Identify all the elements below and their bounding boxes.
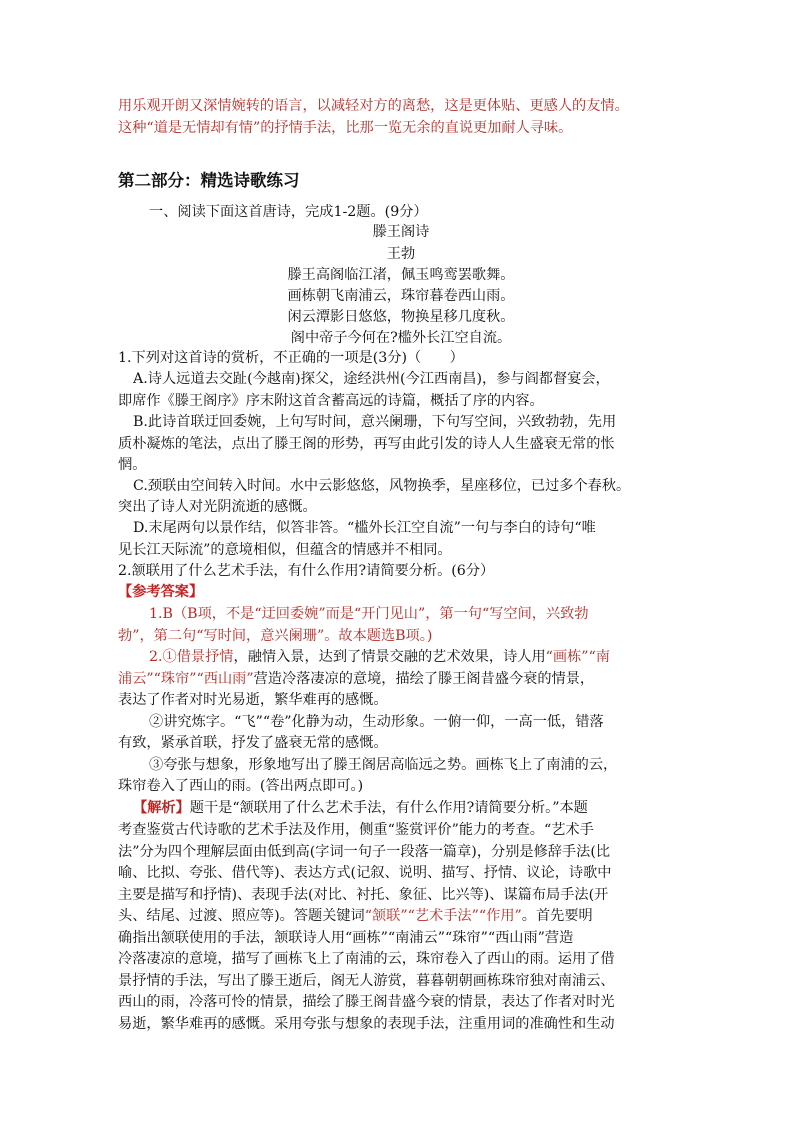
option-d: D.末尾两句以景作结，似答非答。“槛外长江空自流”一句与李白的诗句“唯	[133, 520, 596, 536]
answer-2-technique: ①借景抒情	[162, 649, 234, 665]
answer-2-text-cont: 营造冷落凄凉的意境，描绘了滕王阁昔盛今衰的情景，	[253, 671, 595, 687]
poem-author: 王勃	[386, 246, 416, 262]
analysis-line-keywords	[118, 905, 684, 927]
analysis-line: 西山的雨，冷落可怜的情景，描绘了滕王阁昔盛今衰的情景，表达了作者对时光	[118, 994, 615, 1010]
option-a: A.诗人远道去交趾(今越南)探父，途经洪州(今江西南昌)，参与阎都督宴会，	[133, 371, 610, 387]
analysis-line: 主要是描写和抒情)、表现手法(对比、衬托、象征、比兴等)、谋篇布局手法(开	[118, 887, 609, 903]
analysis-keywords: “颔联”“艺术手法”“作用”	[364, 908, 522, 924]
answer-2-point-3-cont: 珠帘卷入了西山的雨。(答出两点即可。)	[118, 778, 364, 794]
option-d-cont: 见长江天际流”的意境相似，但蕴含的情感并不相同。	[118, 542, 452, 558]
option-c: C.颈联由空间转入时间。水中云影悠悠，风物换季，星座移位，已过多个春秋。	[133, 478, 631, 494]
poem-line: 阁中帝子今何在?槛外长江空自流。	[290, 330, 512, 346]
answer-2-number: 2.	[149, 649, 163, 665]
analysis-line: 确指出颔联使用的手法，颔联诗人用“画栋”“南浦云”“珠帘”“西山雨”营造	[118, 930, 574, 946]
question-2-stem: 2.颔联用了什么艺术手法，有什么作用?请简要分析。(6分）	[118, 563, 495, 579]
analysis-line: 易逝，繁华难再的感慨。采用夸张与想象的表现手法，注重用词的准确性和生动	[118, 1016, 615, 1032]
analysis-text: 头、结尾、过渡、照应等)。答题关键词	[118, 908, 365, 924]
poem-line: 滕王高阁临江渚，佩玉鸣鸾罢歌舞。	[287, 267, 515, 283]
section-title: 第二部分：精选诗歌练习	[118, 171, 300, 190]
answer-1: 1.B（B项，不是“迂回委婉”而是“开门见山”，第一句“写空间，兴致勃	[149, 606, 589, 622]
analysis-line: 景抒情的手法，写出了滕王逝后，阁无人游赏，暮暮朝朝画栋珠帘独对南浦云、	[118, 973, 615, 989]
answer-2-line-1	[149, 646, 715, 668]
analysis-line: 喻、比拟、夸张、借代等)、表达方式(记叙、说明、描写、抒情、议论，诗歌中	[118, 865, 612, 881]
answer-2-keywords-cont: 浦云”“珠帘”“西山雨”	[118, 671, 254, 687]
intro-line-2: 这种“道是无情却有情”的抒情手法，比那一览无余的直说更加耐人寻味。	[118, 120, 573, 136]
intro-line-1: 用乐观开朗又深情婉转的语言，以减轻对方的离愁，这是更体贴、更感人的友情。	[118, 98, 629, 114]
poem-line: 闲云潭影日悠悠，物换星移几度秋。	[287, 309, 515, 325]
answer-2-line-2	[118, 668, 684, 690]
answer-2-point-2: ②讲究炼字。“飞”“卷”化静为动，生动形象。一俯一仰，一高一低，错落	[149, 714, 604, 730]
option-b: B.此诗首联迂回委婉，上句写时间，意兴阑珊，下句写空间，兴致勃勃，先用	[133, 414, 617, 430]
poem-title: 滕王阁诗	[372, 224, 430, 240]
analysis-text: 。首先要明	[521, 908, 593, 924]
option-c-cont: 突出了诗人对光阴流逝的感慨。	[118, 499, 317, 515]
analysis-text: 题干是“颔联用了什么艺术手法，有什么作用?请简要分析。”本题	[189, 800, 588, 816]
analysis-line: 考查鉴赏古代诗歌的艺术手法及作用，侧重“鉴赏评价”能力的考查。“艺术手	[118, 822, 594, 838]
question-1-stem: 1.下列对这首诗的赏析，不正确的一项是(3分)（ ）	[118, 350, 464, 366]
answer-2-point-3: ③夸张与想象，形象地写出了滕王阁居高临远之势。画栋飞上了南浦的云，	[149, 757, 618, 773]
instruction: 一、阅读下面这首唐诗，完成1-2题。(9分）	[149, 204, 428, 220]
answer-2-point-2-cont: 有致，紧承首联，抒发了盛衰无常的感慨。	[118, 735, 388, 751]
option-b-cont: 质朴凝炼的笔法，点出了滕王阁的形势，再写由此引发的诗人人生盛衰无常的怅	[118, 436, 615, 452]
option-a-cont: 即席作《滕王阁序》序末附这首含蓄高远的诗篇，概括了序的内容。	[118, 393, 544, 409]
answer-2-text: ，融情入景，达到了情景交融的艺术效果，诗人用	[233, 649, 546, 665]
analysis-line: 法”分为四个理解层面由低到高(字词一句子一段落一篇章)，分别是修辞手法(比	[118, 844, 611, 860]
answer-2-line-3: 表达了作者对时光易逝，繁华难再的感慨。	[118, 692, 388, 708]
answer-1-cont: 勃”，第二句“写时间，意兴阑珊”。故本题选B项。)	[118, 628, 433, 644]
option-b-cont: 惘。	[118, 457, 147, 473]
poem-line: 画栋朝飞南浦云，珠帘暮卷西山雨。	[287, 288, 515, 304]
answer-tag: 【参考答案】	[118, 584, 204, 600]
analysis-tag: 【解析】	[133, 800, 190, 816]
answer-2-keywords: “画栋”“南	[545, 649, 610, 665]
analysis-line: 冷落凄凉的意境，描写了画栋飞上了南浦的云，珠帘卷入了西山的雨。运用了借	[118, 951, 615, 967]
analysis-line-1	[133, 797, 699, 819]
